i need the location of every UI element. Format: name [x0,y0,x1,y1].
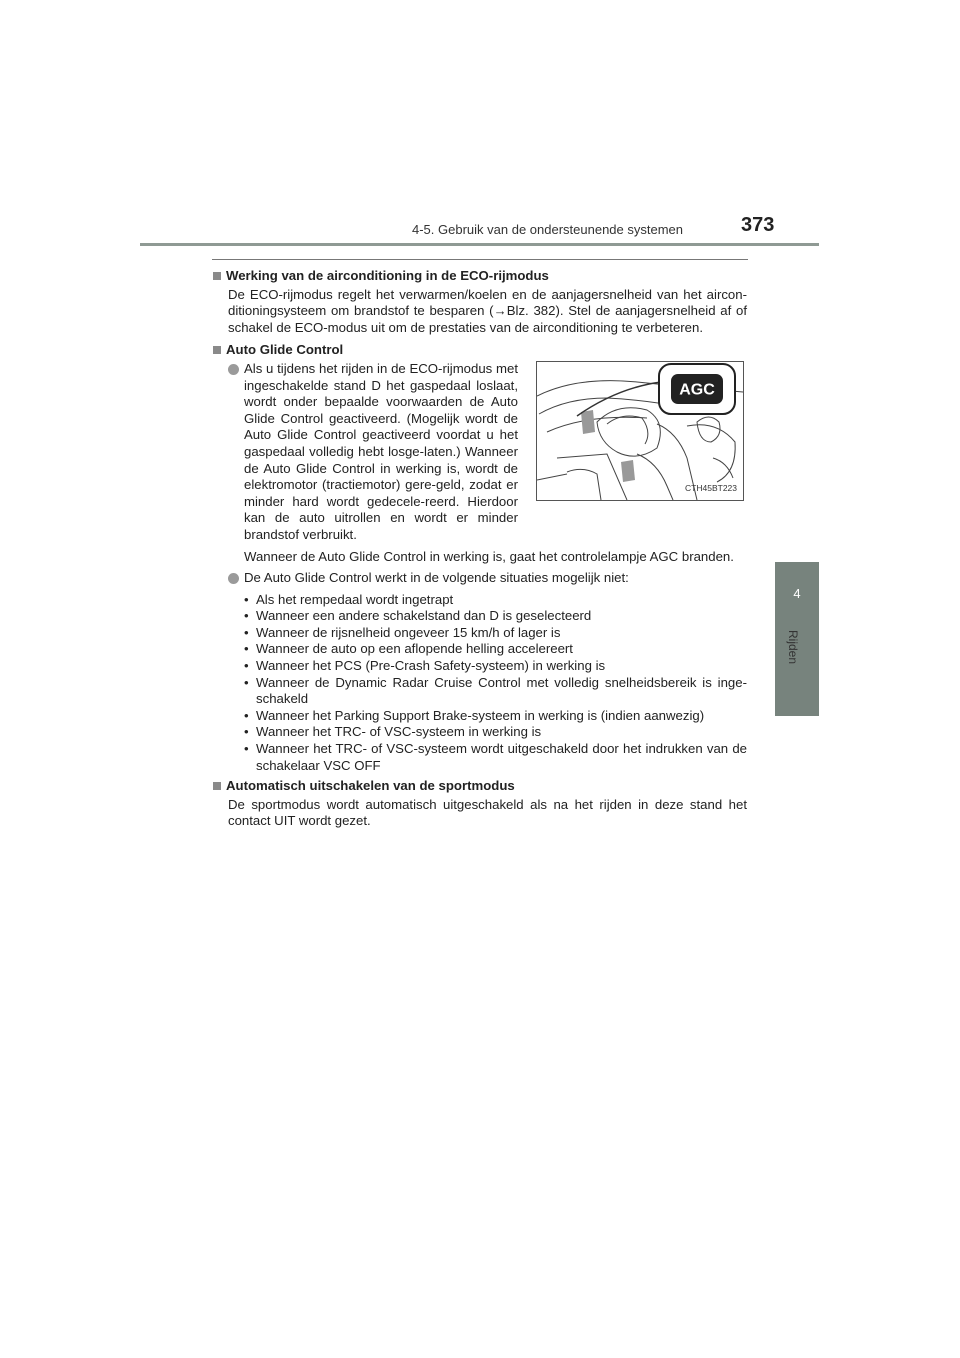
list-marker: • [244,674,249,690]
section-body-aircon: De ECO-rijmodus regelt het verwarmen/koelen en de aanjagersnelheid van het aircon-ditioningsysteem om brandstof te besparen (→Blz. 382). Stel de aanjagersnelheid af of schakel de ECO-modus uit om de prestaties van de airconditioning te verbeteren. [228,286,747,335]
list-item [244,625,747,642]
list-marker: • [244,741,249,757]
page-number: 373 [741,214,775,236]
list-item-text: Wanneer de auto op een aflopende helling accelereert [256,641,573,657]
list-item [244,741,747,774]
circle-bullet-icon [228,573,239,584]
list-marker: • [244,641,249,657]
list-marker: • [244,608,249,624]
bullet-agc-description [228,361,747,544]
circle-bullet-icon [228,364,239,375]
section-title: Auto Glide Control [226,342,344,358]
list-marker: • [244,591,249,607]
bullet-text: De Auto Glide Control werkt in de volgende situaties mogelijk niet: [244,570,629,586]
agc-indicator-note: Wanneer de Auto Glide Control in werking is, gaat het controlelampje AGC branden. [244,548,734,564]
list-marker: • [244,724,249,740]
list-item-text: Wanneer het TRC- of VSC-systeem wordt uitgeschakeld door het indrukken van de schakelaar VSC OFF [256,741,747,773]
dashboard-drawing [537,362,743,500]
section-heading-agc [212,342,747,359]
list-item-text: Wanneer een andere schakelstand dan D is geselecteerd [256,608,592,624]
chapter-label: Rijden [786,630,800,665]
list-marker: • [244,624,249,640]
list-item-text: Wanneer de Dynamic Radar Cruise Control met volledig snelheidsbereik is inge-schakeld [256,674,747,707]
agc-indicator-label: AGC [679,381,715,399]
header-rule [140,243,819,246]
section-body-sport: De sportmodus wordt automatisch uitgeschakeld als na het rijden in deze stand het contact UIT wordt gezet. [228,796,747,829]
list-item-text: Wanneer het Parking Support Brake-systeem in werking is (indien aanwezig) [256,707,705,723]
section-title: Automatisch uitschakelen van de sportmodus [226,778,515,794]
square-bullet-icon [213,346,221,354]
list-item-text: Als het rempedaal wordt ingetrapt [256,591,454,607]
bullet-agc-conditions [228,570,747,587]
list-item [244,608,747,625]
list-item [244,658,747,675]
section-heading-sport [212,778,747,795]
list-item [244,675,747,708]
section-heading-aircon [212,268,747,285]
list-item-text: Wanneer de rijsnelheid ongeveer 15 km/h of lager is [256,624,561,640]
square-bullet-icon [213,272,221,280]
list-marker: • [244,658,249,674]
list-item-text: Wanneer het TRC- of VSC-systeem in werking is [256,724,542,740]
list-item [244,724,747,741]
illustration-code: CTH45BT223 [685,483,737,494]
page-content [212,268,747,836]
list-item [244,641,747,658]
list-item [244,592,747,609]
list-item [244,708,747,725]
chapter-number: 4 [793,586,801,601]
content-top-rule [212,259,748,260]
agc-indicator-illustration [536,361,744,501]
bullet-text: Als u tijdens het rijden in de ECO-rijmodus met ingeschakelde stand D het gaspedaal loslaat, wordt onder bepaalde voorwaarden de Auto Glide Control geactiveerd. (Mogelijk wordt de Auto Glide Control geactiveerd voordat u het gaspedaal volledig hebt losge-laten.) Wanneer de Auto Glide Control in werking is, wordt de elektromotor (tractiemotor) gere-geld, zodat er minder hard wordt gedecele-reerd. Hierdoor kan de auto uitrollen en wordt er minder brandstof verbruikt. [244,360,518,542]
conditions-list [244,592,747,775]
header-section-title: 4-5. Gebruik van de ondersteunende systemen [412,222,684,237]
square-bullet-icon [213,782,221,790]
list-marker: • [244,707,249,723]
list-item-text: Wanneer het PCS (Pre-Crash Safety-systeem) in werking is [256,658,606,674]
section-title: Werking van de airconditioning in de ECO-rijmodus [226,268,549,283]
